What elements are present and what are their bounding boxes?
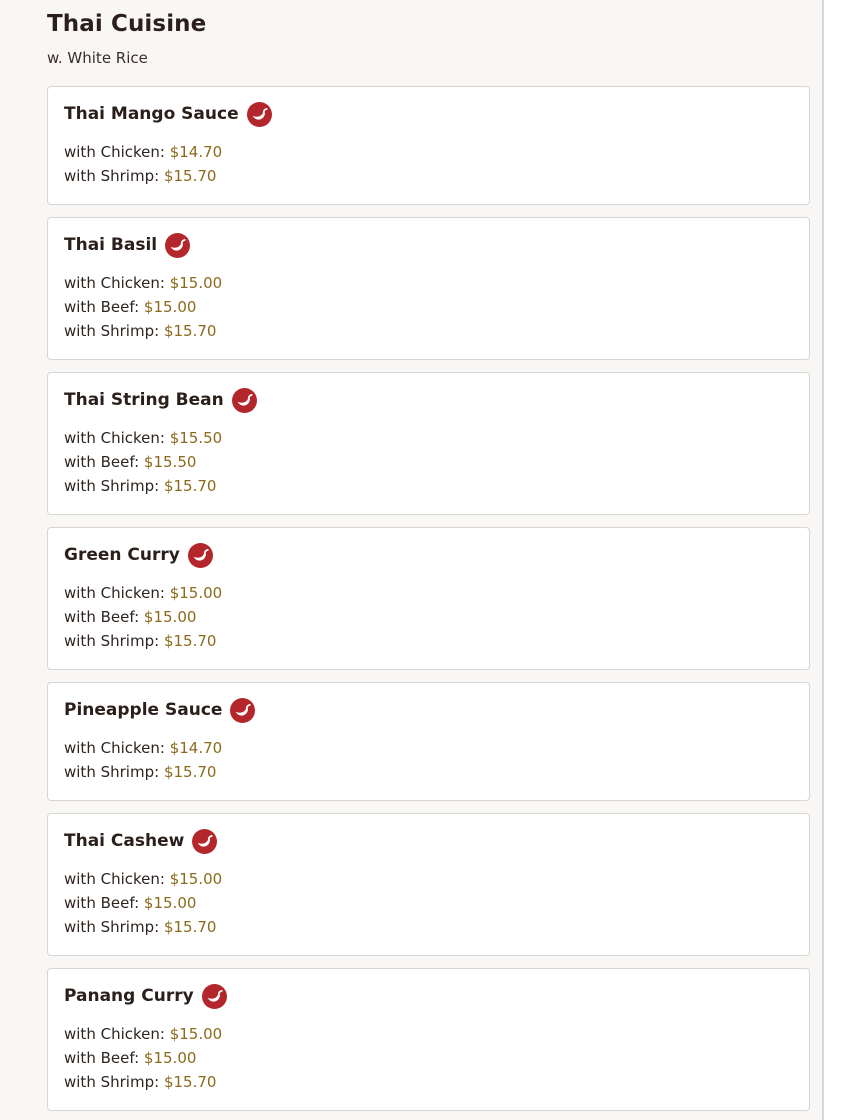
- menu-item-header: [64, 387, 793, 413]
- menu-item-card: [47, 527, 810, 670]
- variant-price: $15.00: [143, 298, 197, 316]
- variant-list: [64, 736, 793, 784]
- variant-row: [64, 164, 793, 188]
- variant-price: $15.00: [143, 894, 197, 912]
- menu-item-card: [47, 968, 810, 1111]
- variant-list: [64, 271, 793, 343]
- menu-item-name: Thai Cashew: [64, 831, 185, 851]
- chili-pepper-icon: [247, 102, 272, 127]
- variant-row: [64, 605, 793, 629]
- variant-price: $15.00: [169, 584, 223, 602]
- variant-row: [64, 581, 793, 605]
- variant-label: with Shrimp:: [64, 918, 160, 936]
- variant-price: $15.70: [163, 1073, 217, 1091]
- variant-row: [64, 295, 793, 319]
- page-right-gutter: [824, 0, 844, 1120]
- menu-item-name: Thai String Bean: [64, 390, 224, 410]
- variant-price: $15.70: [163, 167, 217, 185]
- chili-pepper-icon: [165, 233, 190, 258]
- menu-item-header: [64, 101, 793, 127]
- variant-row: [64, 474, 793, 498]
- variant-label: with Shrimp:: [64, 167, 160, 185]
- section-subtitle: w. White Rice: [47, 49, 148, 67]
- menu-item-header: [64, 828, 793, 854]
- chili-pepper-icon: [202, 984, 227, 1009]
- variant-label: with Chicken:: [64, 1025, 165, 1043]
- variant-row: [64, 760, 793, 784]
- variant-label: with Beef:: [64, 453, 140, 471]
- variant-label: with Shrimp:: [64, 322, 160, 340]
- variant-label: with Shrimp:: [64, 632, 160, 650]
- variant-price: $15.50: [169, 429, 223, 447]
- variant-label: with Chicken:: [64, 870, 165, 888]
- menu-item-header: [64, 232, 793, 258]
- variant-price: $15.00: [143, 1049, 197, 1067]
- variant-row: [64, 450, 793, 474]
- variant-label: with Shrimp:: [64, 1073, 160, 1091]
- variant-row: [64, 1022, 793, 1046]
- variant-row: [64, 271, 793, 295]
- menu-item-card: [47, 372, 810, 515]
- variant-list: [64, 140, 793, 188]
- variant-label: with Beef:: [64, 1049, 140, 1067]
- variant-price: $15.70: [163, 763, 217, 781]
- menu-item-header: [64, 697, 793, 723]
- variant-row: [64, 629, 793, 653]
- variant-price: $15.70: [163, 918, 217, 936]
- variant-label: with Chicken:: [64, 143, 165, 161]
- variant-price: $15.00: [169, 870, 223, 888]
- menu-section-header: [47, 0, 812, 67]
- chili-pepper-icon: [230, 698, 255, 723]
- variant-label: with Beef:: [64, 608, 140, 626]
- menu-item-name: Thai Mango Sauce: [64, 104, 239, 124]
- variant-label: with Chicken:: [64, 584, 165, 602]
- menu-item-card: [47, 86, 810, 205]
- variant-row: [64, 1070, 793, 1094]
- variant-row: [64, 319, 793, 343]
- chili-pepper-icon: [232, 388, 257, 413]
- menu-item-card: [47, 682, 810, 801]
- variant-row: [64, 891, 793, 915]
- chili-pepper-icon: [192, 829, 217, 854]
- variant-price: $15.00: [169, 274, 223, 292]
- menu-item-card: [47, 217, 810, 360]
- menu-item-name: Panang Curry: [64, 986, 194, 1006]
- variant-list: [64, 867, 793, 939]
- variant-row: [64, 426, 793, 450]
- variant-list: [64, 581, 793, 653]
- variant-list: [64, 1022, 793, 1094]
- menu-item-name: Green Curry: [64, 545, 180, 565]
- menu-item-header: [64, 983, 793, 1009]
- variant-row: [64, 1046, 793, 1070]
- variant-row: [64, 915, 793, 939]
- variant-row: [64, 867, 793, 891]
- variant-price: $14.70: [169, 143, 223, 161]
- menu-item-name: Pineapple Sauce: [64, 700, 223, 720]
- variant-list: [64, 426, 793, 498]
- variant-price: $15.00: [143, 608, 197, 626]
- menu-item-card: [47, 813, 810, 956]
- menu-item-header: [64, 542, 793, 568]
- chili-pepper-icon: [188, 543, 213, 568]
- variant-price: $14.70: [169, 739, 223, 757]
- variant-label: with Chicken:: [64, 739, 165, 757]
- variant-price: $15.70: [163, 632, 217, 650]
- variant-label: with Chicken:: [64, 429, 165, 447]
- variant-price: $15.70: [163, 322, 217, 340]
- variant-price: $15.00: [169, 1025, 223, 1043]
- variant-label: with Chicken:: [64, 274, 165, 292]
- variant-label: with Beef:: [64, 894, 140, 912]
- variant-row: [64, 140, 793, 164]
- menu-item-name: Thai Basil: [64, 235, 158, 255]
- variant-price: $15.50: [143, 453, 197, 471]
- variant-row: [64, 736, 793, 760]
- variant-price: $15.70: [163, 477, 217, 495]
- variant-label: with Shrimp:: [64, 477, 160, 495]
- variant-label: with Beef:: [64, 298, 140, 316]
- section-title: Thai Cuisine: [47, 11, 207, 37]
- variant-label: with Shrimp:: [64, 763, 160, 781]
